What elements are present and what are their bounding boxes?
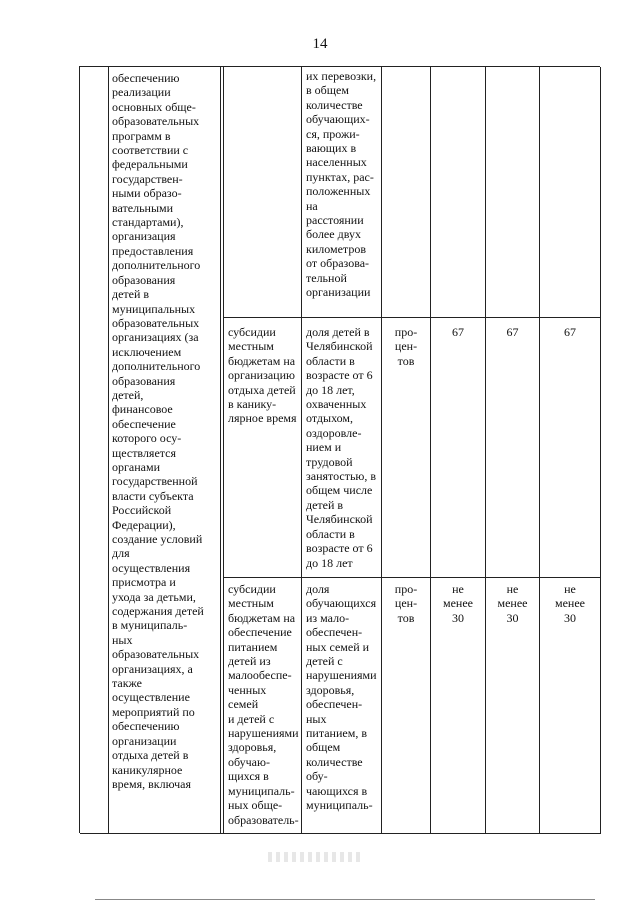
unit-text: про- цен- тов <box>394 582 418 625</box>
value-text: не менее 30 <box>443 582 473 625</box>
column-divider <box>539 67 540 834</box>
column-divider <box>220 67 221 834</box>
subsidy-cell <box>225 67 301 317</box>
value-cell-2 <box>486 323 539 353</box>
subsidy-cell <box>225 580 301 832</box>
value-text: 67 <box>564 325 576 339</box>
value-text: 67 <box>506 325 519 339</box>
subsidy-cell <box>225 323 301 575</box>
subsidy-text: субсидии местным бюджетам на организацию отдыха детей в канику- лярное время <box>228 325 297 426</box>
indicator-text: доля детей в Челябинской области в возрасте от 6 до 18 лет, охваченных отдыхом, оздоровле- нием и трудовой занятостью, в общем числе детей в Челябинской области в возрасте от 6 до 18 лет <box>306 325 377 570</box>
value-text: 67 <box>452 325 464 339</box>
indicator-text: доля обучающихся из мало- обеспечен- ных семей и детей с нарушениями здоровья, обеспечен- ных питанием, в общем количестве обу- чающихся в муниципаль- <box>306 582 377 813</box>
unit-cell <box>382 580 430 640</box>
column-divider <box>600 67 601 834</box>
value-text: не менее 30 <box>497 582 528 625</box>
indicator-cell <box>303 323 381 575</box>
page-number: 14 <box>312 36 328 52</box>
row-divider <box>223 317 601 318</box>
column-divider <box>223 67 224 834</box>
value-cell-1 <box>431 580 485 640</box>
unit-text: про- цен- тов <box>394 325 418 368</box>
column-divider <box>430 67 431 834</box>
value-cell-2 <box>486 580 539 640</box>
indicator-cell <box>303 67 381 317</box>
column-divider <box>301 67 302 834</box>
task-description-text: обеспечению реализации основных обще- образовательных программ в соответствии с федеральными государствен- ными образо- вательными стандартами), организация предоставления дополнительного образования детей в муниципальных образовательных организациях (за исключением дополнительного образования детей, финансовое обеспечение которого осу- ществляется органами государственной власти субъекта Российской Федерации), создание условий для осуществления присмотра и ухода за детьми, содержания детей в муниципаль- ных образовательных организациях, а также осуществление мероприятий по обеспечению организации отдыха детей в каникулярное время, включая <box>112 71 204 791</box>
document-table <box>79 66 600 833</box>
indicator-text: их перевозки, в общем количестве обучающих- ся, прожи- вающих в населенных пунктах, рас- положенных на расстоянии более двух километров от образова- тельной организации <box>306 69 377 300</box>
value-text: не менее 30 <box>555 582 585 625</box>
value-cell-3 <box>540 580 600 640</box>
column-divider <box>108 67 109 834</box>
faded-stamp-mark <box>268 852 364 862</box>
task-description-cell <box>110 69 220 831</box>
value-cell-3 <box>540 323 600 353</box>
row-divider <box>223 577 601 578</box>
subsidy-text: субсидии местным бюджетам на обеспечение питанием детей из малообеспе- ченных семей и детей с нарушениями здоровья, обучаю- щихся в муниципаль- ных обще- образователь- <box>228 582 299 827</box>
column-divider <box>381 67 382 834</box>
unit-cell <box>382 323 430 383</box>
value-cell-1 <box>431 323 485 353</box>
table-bottom-border <box>80 833 601 834</box>
indicator-cell <box>303 580 381 832</box>
column-divider <box>485 67 486 834</box>
scan-edge-line <box>95 899 595 900</box>
